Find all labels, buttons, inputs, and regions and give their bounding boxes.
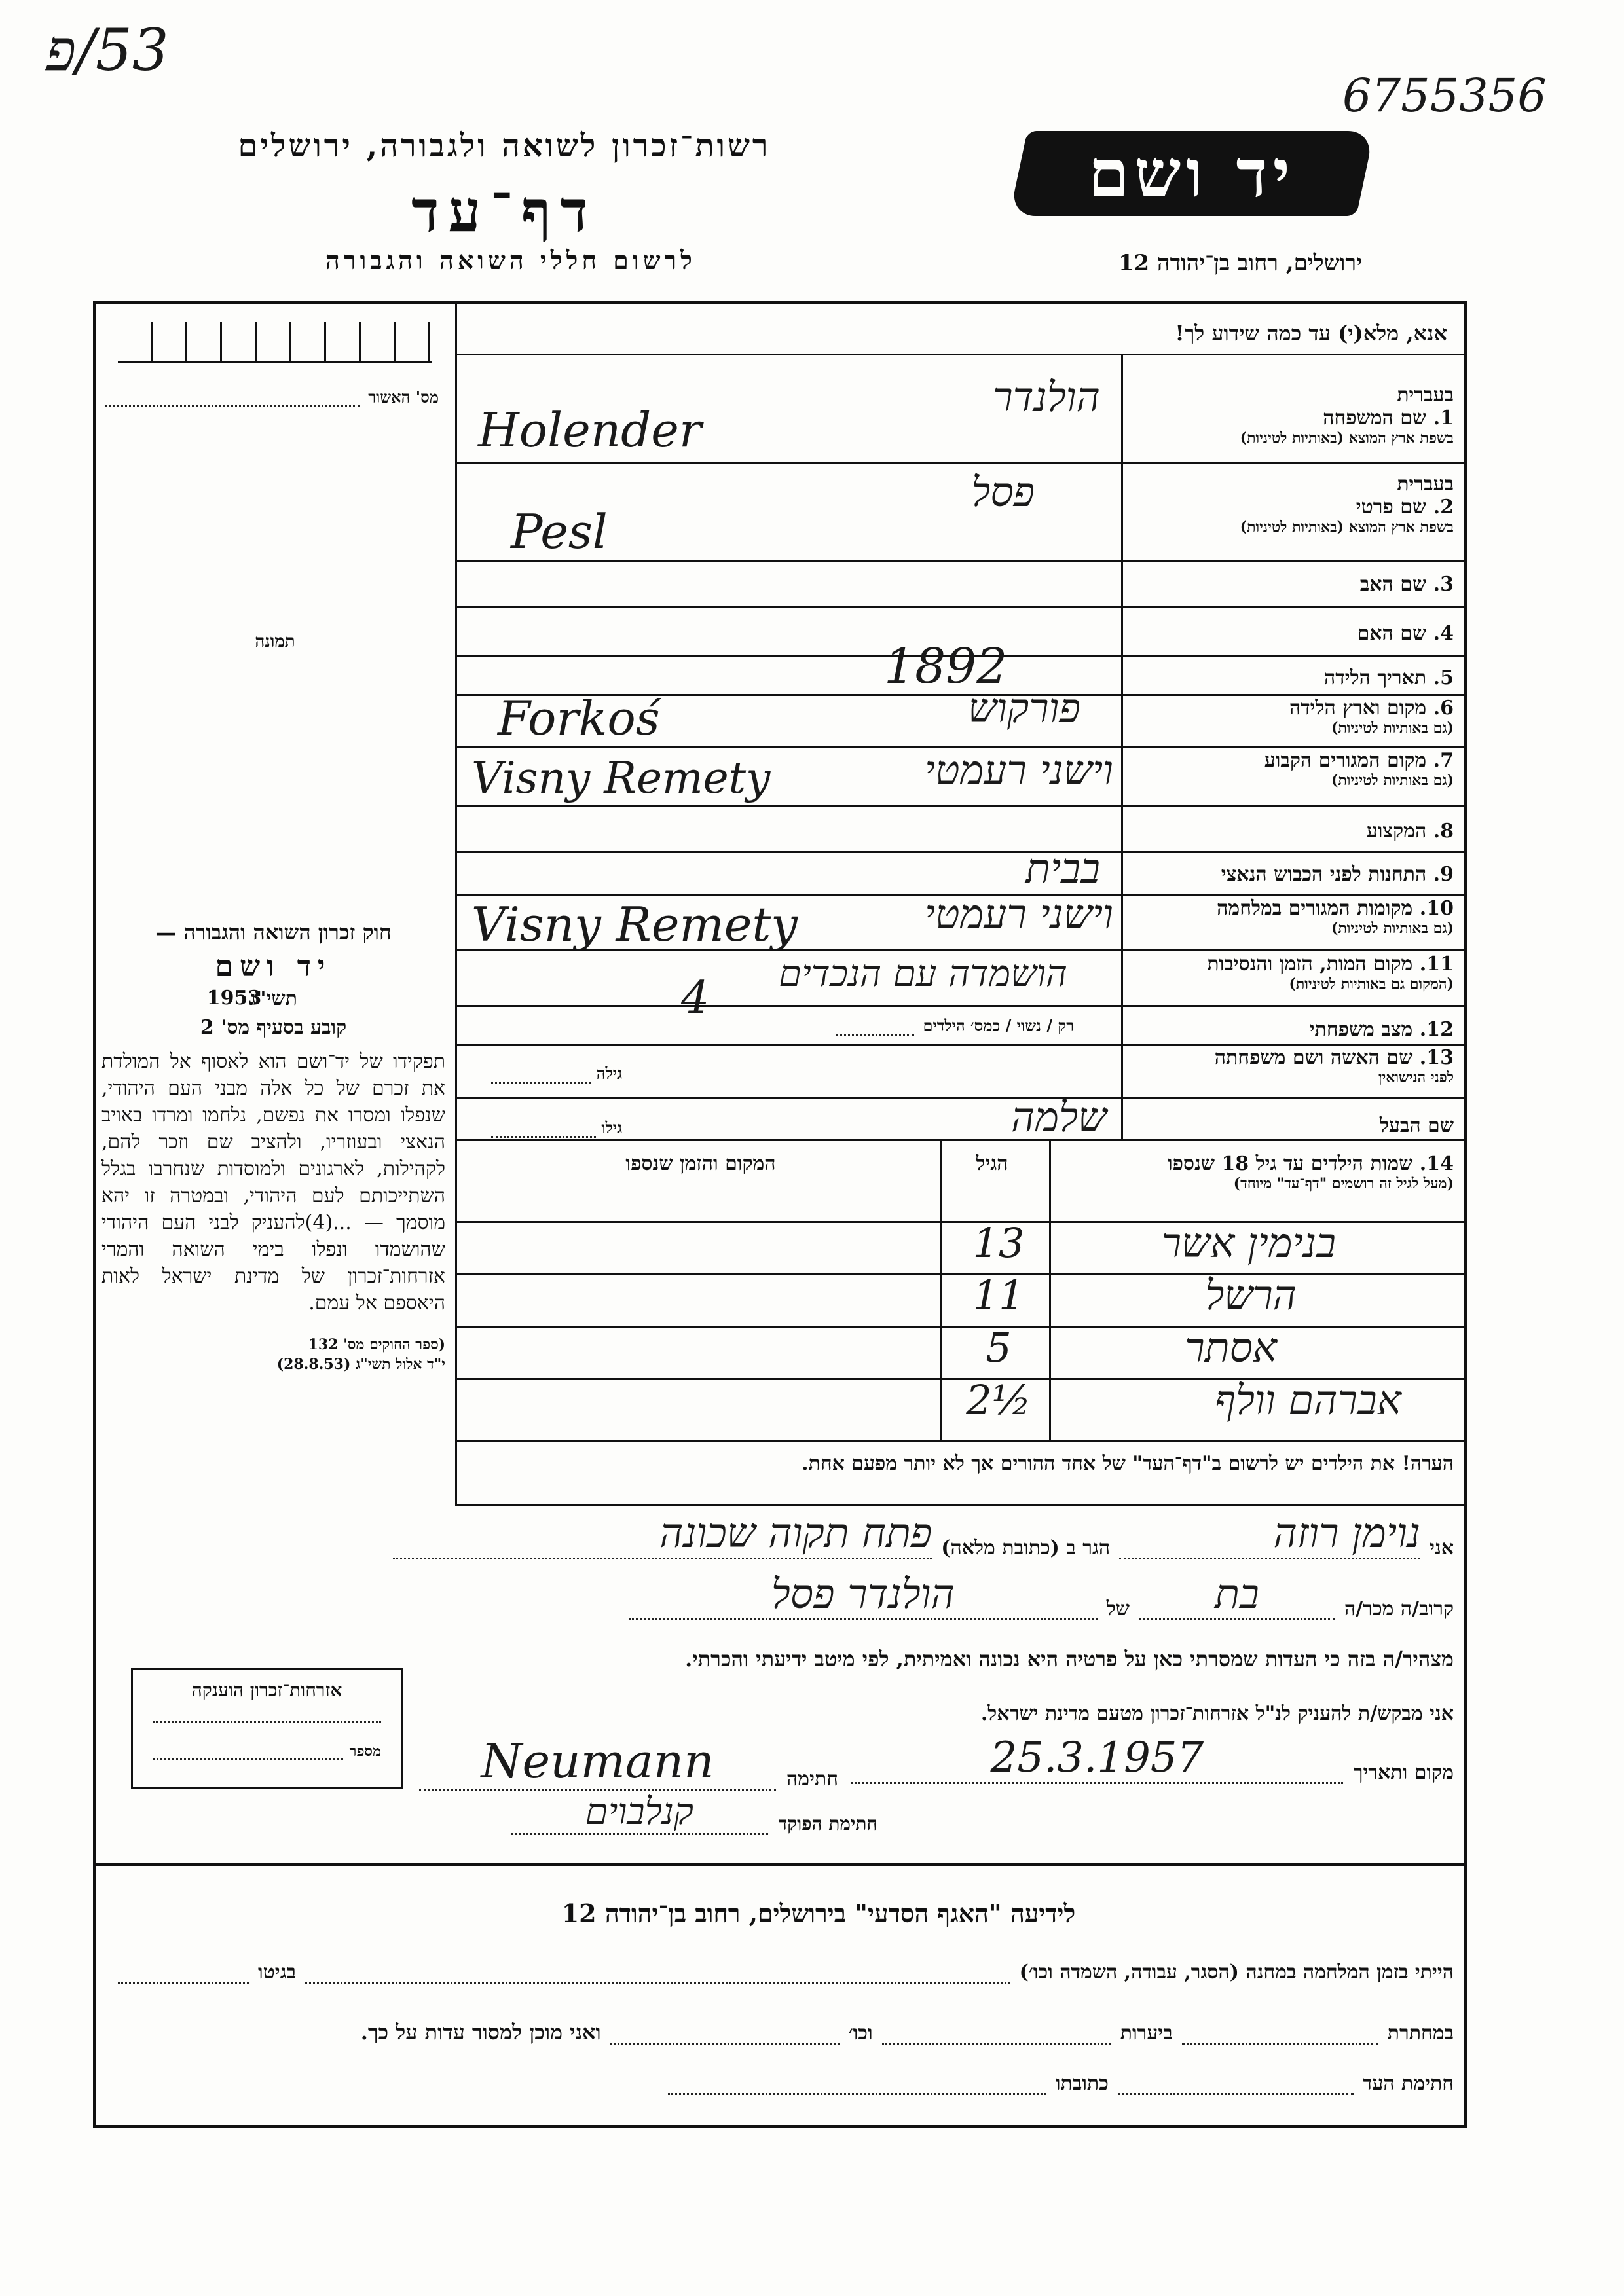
field-label-5: 5. תאריך הלידה — [1324, 666, 1454, 689]
gazette-date: י"ד אלול תשי"ג (28.8.53) — [276, 1356, 445, 1373]
approval-number-label: מס' האשור — [368, 388, 439, 407]
field-label-10: 10. מקומות המגורים במלחמה (גם באותיות לטיניות) — [1217, 897, 1454, 937]
child-age-3[interactable]: 5 — [986, 1324, 1012, 1372]
birthplace-latin[interactable]: Forkoś — [498, 691, 660, 746]
birthplace-hebrew[interactable]: פורקוש — [968, 684, 1080, 732]
first-name-hebrew[interactable]: פסל — [971, 468, 1035, 516]
child-name-1[interactable]: בנימין אשר — [1161, 1219, 1336, 1267]
archive-number-note: 53/פ — [46, 16, 169, 84]
child-name-4[interactable]: אברהם וולף — [1214, 1376, 1401, 1424]
field-label-13: 13. שם האשה ושם משפחתה לפני הנישואין — [1214, 1046, 1454, 1086]
form-subtitle: לרשום חללי השואה והגבורה — [325, 246, 696, 275]
of-value[interactable]: הולנדר פסל — [629, 1570, 1098, 1620]
field-label-3: 3. שם האב — [1359, 573, 1454, 596]
family-name-latin[interactable]: Holender — [478, 403, 702, 458]
declarant-name[interactable]: נוימן רוזה — [1119, 1509, 1420, 1559]
declarant-address[interactable]: פתח תקוה שכונה — [393, 1509, 932, 1559]
law-year: 1953 — [206, 987, 262, 1010]
relation-value[interactable]: בת — [1139, 1570, 1335, 1620]
law-text: תפקידו של יד־ושם הוא לאסוף אל המולדת את זכרם של כל אלה מבני העם היהודי, שנפלו ומסרו את נפשם, נלחמו ומרדו באויב הנאצי ובעוזריו, ולהציב שם וזכר להם, לקהילות, לארגונים ולמוסדות שנחרבו בגלל השתייכותם לעם היהודי, ובמטרה זו יהא מוסמך — ...(4)להעניק לבני העם היהודי שהושמדו ונפלו בימי השואה והמרי אזרחות־זכרון של מדינת ישראל לאות היאספם אל עמם. — [101, 1050, 446, 1315]
pre-occupation-value[interactable]: בבית — [1025, 845, 1100, 892]
citizenship-box-title: אזרחות־זכרון הוענקה — [191, 1679, 342, 1701]
request-text: אני מבקש/ת להעניק לנ"ל אזרחות־זכרון מטעם מדינת ישראל. — [980, 1702, 1454, 1725]
clerk-signature-label: חתימת הפוקד — [778, 1813, 877, 1834]
child-age-4[interactable]: 2½ — [966, 1376, 1031, 1424]
law-clause: קובע בסעיף מס' 2 — [200, 1016, 347, 1039]
photo-area-label: תמונה — [255, 632, 295, 651]
marital-status-options[interactable]: רק / נשוי / כמס׳ הילדים — [681, 1016, 1074, 1036]
form-instruction: אנא, מלא(י) עד כמה שידוע לך! — [1175, 321, 1447, 346]
field-label-12: 12. מצב משפחתי — [1309, 1018, 1454, 1041]
place-date-label: מקום ותאריך — [1353, 1761, 1454, 1784]
age-column-header: הגיל — [976, 1152, 1008, 1175]
field-label-6: 6. מקום וארץ הלידה (גם באותיות לטיניות) — [1289, 697, 1454, 737]
approval-tick-boxes — [118, 322, 432, 363]
camp-line: הייתי בזמן המלחמה במחנה (הסגר, עבודה, השמדה וכו׳) בגיטו — [118, 1961, 1454, 1984]
logo-text: יד ושם — [1088, 135, 1295, 212]
residence-latin[interactable]: Visny Remety — [471, 753, 771, 803]
children-section-label: 14. שמות הילדים עד גיל 18 שנספו (מעל לגיל זה רושמים "דף־עד" מיוחד) — [1167, 1152, 1454, 1192]
death-note-number[interactable]: 4 — [681, 972, 710, 1024]
underground-line: במחתרת ביערות וכו׳ ואני מוכן למסור עדות על כך. — [360, 2020, 1454, 2045]
children-name-divider — [1049, 1139, 1051, 1440]
law-block — [101, 920, 445, 1373]
signature-field — [419, 1734, 838, 1791]
residing-label: הגר ב (כתובת מלאה) — [941, 1537, 1111, 1559]
first-name-latin[interactable]: Pesl — [511, 504, 608, 559]
birth-date-value[interactable]: 1892 — [884, 638, 1008, 695]
place-date-field — [851, 1734, 1454, 1784]
relation-line — [629, 1570, 1454, 1620]
wartime-residence-latin[interactable]: Visny Remety — [471, 897, 798, 952]
death-place-value[interactable]: הושמדה עם הנכדים — [779, 953, 1067, 995]
field-label-9: 9. התחנות לפני הכבוש הנאצי — [1221, 863, 1454, 886]
clerk-signature-value[interactable]: קנלבוים — [511, 1791, 768, 1835]
of-label: של — [1106, 1597, 1130, 1620]
header-address: ירושלים, רחוב בן־יהודה 12 — [1118, 250, 1362, 276]
family-name-hebrew[interactable]: הולנדר — [993, 373, 1100, 421]
document-id-note: 6755356 — [1342, 69, 1547, 122]
instruction-rule — [455, 354, 1467, 355]
field-label-11: 11. מקום המות, הזמן והנסיבות (המקום גם באותיות לטיניות) — [1207, 953, 1454, 993]
wartime-residence-hebrew[interactable]: וישני רעמטי — [924, 890, 1113, 938]
citizenship-number-field[interactable]: מספר — [153, 1743, 381, 1760]
child-age-1[interactable]: 13 — [972, 1219, 1025, 1267]
children-age-divider — [940, 1139, 942, 1440]
child-name-2[interactable]: הרשל — [1205, 1271, 1297, 1319]
declarant-line — [393, 1509, 1454, 1559]
left-column-divider — [455, 301, 457, 1504]
residence-hebrew[interactable]: וישני רעמטי — [924, 746, 1113, 794]
approval-number-field[interactable] — [105, 388, 439, 407]
date-value[interactable]: 25.3.1957 — [851, 1734, 1343, 1784]
place-column-header: המקום והזמן שנספו — [625, 1152, 776, 1175]
children-note: הערה! את הילדים יש לרשום ב"דף־העד" של אחד ההורים אך לא יותר מפעם אחת. — [802, 1452, 1454, 1475]
clerk-signature-field — [511, 1791, 877, 1835]
signature-value[interactable]: Neumann — [419, 1734, 776, 1791]
husband-label: שם הבעל — [1379, 1114, 1454, 1137]
authority-name: רשות־זכרון לשואה ולגבורה, ירושלים — [238, 128, 771, 164]
yad-vashem-logo — [1009, 131, 1375, 216]
husband-name-value[interactable]: שלמה — [1011, 1093, 1107, 1141]
law-title: חוק זכרון השואה והגבורה — — [155, 920, 392, 945]
declaration-text: מצהיר/ה בזה כי העדות שמסרתי כאן על פרטיה היא נכונה ואמיתית, לפי מיטב ידיעתי והכרתי. — [685, 1647, 1454, 1671]
form-title: דף־עד — [411, 177, 597, 245]
hebrew-hint: בעברית — [1397, 384, 1454, 407]
info-title: לידיעה "האגף הסדעי" בירושלים, רחוב בן־יהודה 12 — [561, 1899, 1076, 1928]
child-name-3[interactable]: אסתר — [1185, 1324, 1277, 1372]
husband-age-field[interactable]: גילו — [491, 1118, 622, 1138]
relation-label: קרוב/ה מכר/ה — [1344, 1597, 1454, 1620]
i-label: אני — [1430, 1537, 1454, 1559]
child-age-2[interactable]: 11 — [972, 1271, 1025, 1319]
field-label-7: 7. מקום המגורים הקבוע (גם באותיות לטיניות) — [1264, 749, 1454, 789]
wife-age-field[interactable]: גילה — [491, 1064, 622, 1084]
field-label-8: 8. המקצוע — [1366, 820, 1454, 843]
law-name: יד ושם — [215, 950, 332, 983]
signature-label: חתימה — [786, 1768, 838, 1791]
citizenship-box — [131, 1668, 403, 1789]
gazette-reference: (ספר החוקים מס' 132 — [308, 1336, 445, 1353]
field-label-2: בעברית 2. שם פרטי בשפת ארץ המוצא (באותיות לטיניות) — [1240, 473, 1454, 536]
field-label-1: בעברית 1. שם המשפחה בשפת ארץ המוצא (באותיות לטיניות) — [1240, 384, 1454, 446]
field-label-4: 4. שם האם — [1357, 622, 1454, 645]
law-year-hebrew: תשי"ג — [249, 987, 297, 1010]
witness-line: חתימת העד כתובתו — [668, 2072, 1454, 2095]
